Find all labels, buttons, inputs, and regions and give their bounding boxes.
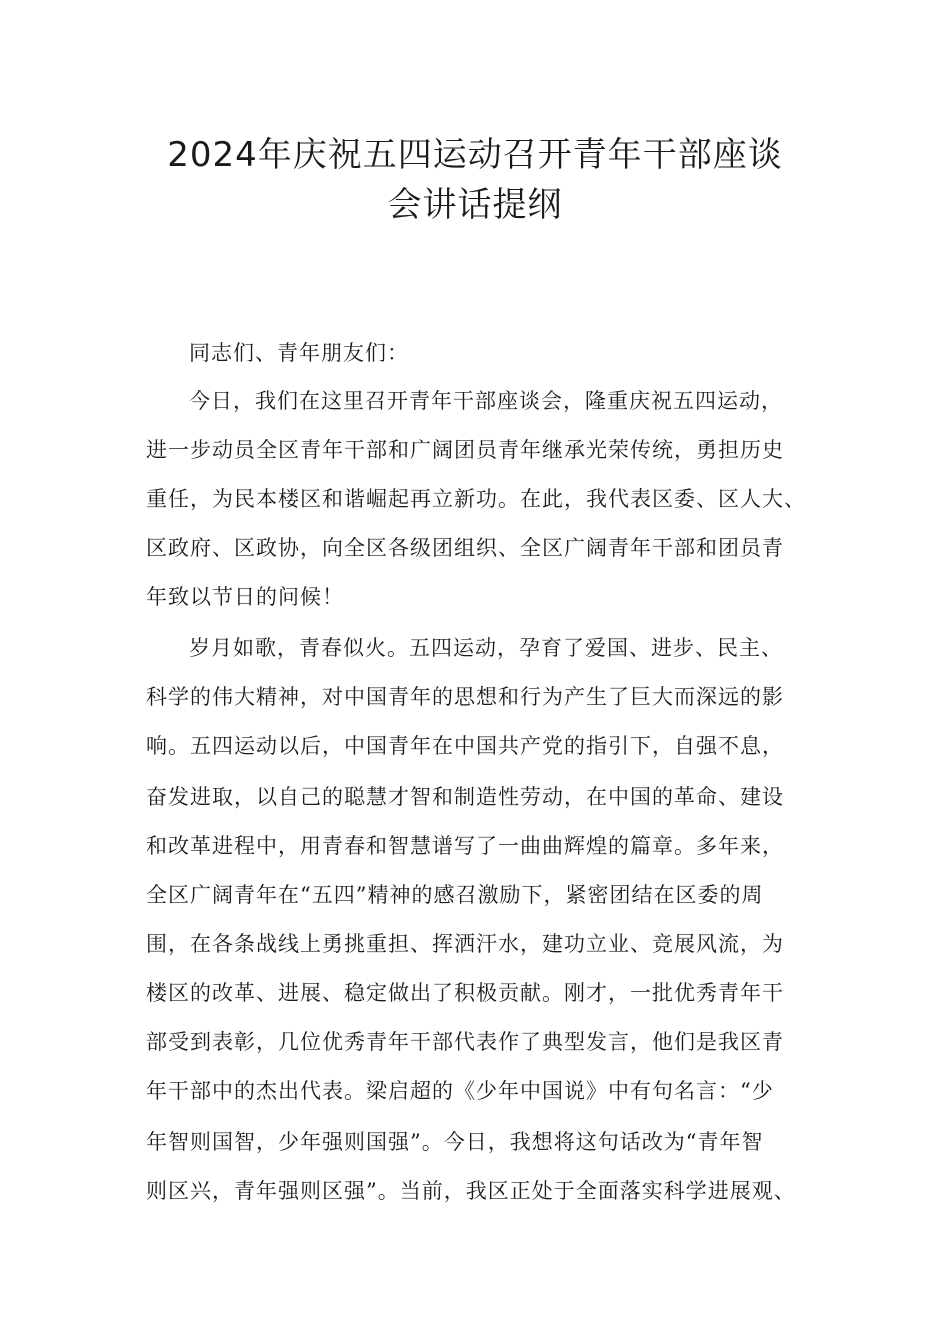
text-line: 年致以节日的问候！ <box>146 585 344 609</box>
text-line: 奋发进取，以自己的聪慧才智和制造性劳动，在中国的革命、建设 <box>146 785 784 809</box>
text-line: 同志们、青年朋友们： <box>189 341 409 365</box>
text-line: 响。五四运动以后，中国青年在中国共产党的指引下，自强不息， <box>146 734 784 758</box>
text-line: 围，在各条战线上勇挑重担、挥洒汗水，建功立业、竞展风流，为 <box>146 932 784 956</box>
text-line: 进一步动员全区青年干部和广阔团员青年继承光荣传统，勇担历史 <box>146 438 784 462</box>
text-line: 全区广阔青年在“五四”精神的感召激励下，紧密团结在区委的周 <box>146 883 764 907</box>
text-line: 年智则国智，少年强则国强”。今日，我想将这句话改为“青年智 <box>146 1130 764 1154</box>
text-line: 楼区的改革、进展、稳定做出了积极贡献。刚才，一批优秀青年干 <box>146 981 784 1005</box>
text-line: 岁月如歌，青春似火。五四运动，孕育了爱国、进步、民主、 <box>189 636 783 660</box>
text-line: 重任，为民本楼区和谐崛起再立新功。在此，我代表区委、区人大、 <box>146 487 806 511</box>
text-line: 部受到表彰，几位优秀青年干部代表作了典型发言，他们是我区青 <box>146 1030 784 1054</box>
text-line: 年干部中的杰出代表。梁启超的《少年中国说》中有句名言：“少 <box>146 1079 774 1103</box>
text-line: 和改革进程中，用青春和智慧谱写了一曲曲辉煌的篇章。多年来， <box>146 834 784 858</box>
text-line: 今日，我们在这里召开青年干部座谈会，隆重庆祝五四运动， <box>189 389 783 413</box>
title-line-1: 2024年庆祝五四运动召开青年干部座谈 <box>167 135 783 175</box>
text-line: 则区兴，青年强则区强”。当前，我区正处于全面落实科学进展观、 <box>146 1179 796 1203</box>
text-line: 科学的伟大精神，对中国青年的思想和行为产生了巨大而深远的影 <box>146 685 784 709</box>
title-line-2: 会讲话提纲 <box>387 185 563 225</box>
text-line: 区政府、区政协，向全区各级团组织、全区广阔青年干部和团员青 <box>146 536 784 560</box>
document-title <box>120 130 830 230</box>
